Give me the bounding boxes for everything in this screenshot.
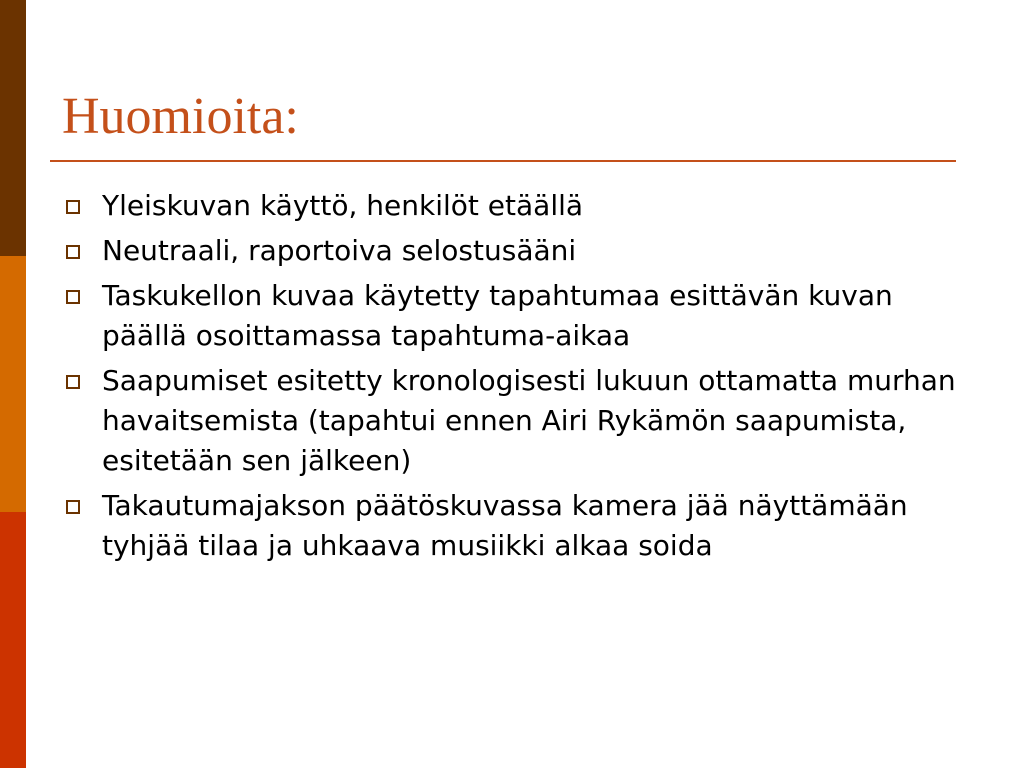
side-bar-middle-segment [0, 256, 26, 512]
square-bullet-icon [66, 200, 80, 214]
slide-title: Huomioita: [62, 88, 299, 145]
bullet-item [62, 361, 962, 481]
bullet-item [62, 231, 962, 271]
side-bar-bottom-segment [0, 512, 26, 768]
bullet-text: Taskukellon kuvaa käytetty tapahtumaa esittävän kuvan päällä osoittamassa tapahtuma-aikaa [102, 279, 893, 352]
bullet-text: Takautumajakson päätöskuvassa kamera jää näyttämään tyhjää tilaa ja uhkaava musiikki alkaa soida [102, 489, 908, 562]
bullet-item [62, 486, 962, 566]
bullet-list [62, 186, 962, 571]
square-bullet-icon [66, 500, 80, 514]
bullet-item [62, 186, 962, 226]
bullet-text: Saapumiset esitetty kronologisesti lukuun ottamatta murhan havaitsemista (tapahtui ennen Airi Rykämön saapumista, esitetään sen jälkeen) [102, 364, 956, 477]
square-bullet-icon [66, 375, 80, 389]
title-underline [50, 160, 956, 162]
bullet-text: Neutraali, raportoiva selostusääni [102, 234, 577, 267]
side-bar-top-segment [0, 0, 26, 256]
bullet-text: Yleiskuvan käyttö, henkilöt etäällä [102, 189, 584, 222]
bullet-item [62, 276, 962, 356]
square-bullet-icon [66, 245, 80, 259]
square-bullet-icon [66, 290, 80, 304]
